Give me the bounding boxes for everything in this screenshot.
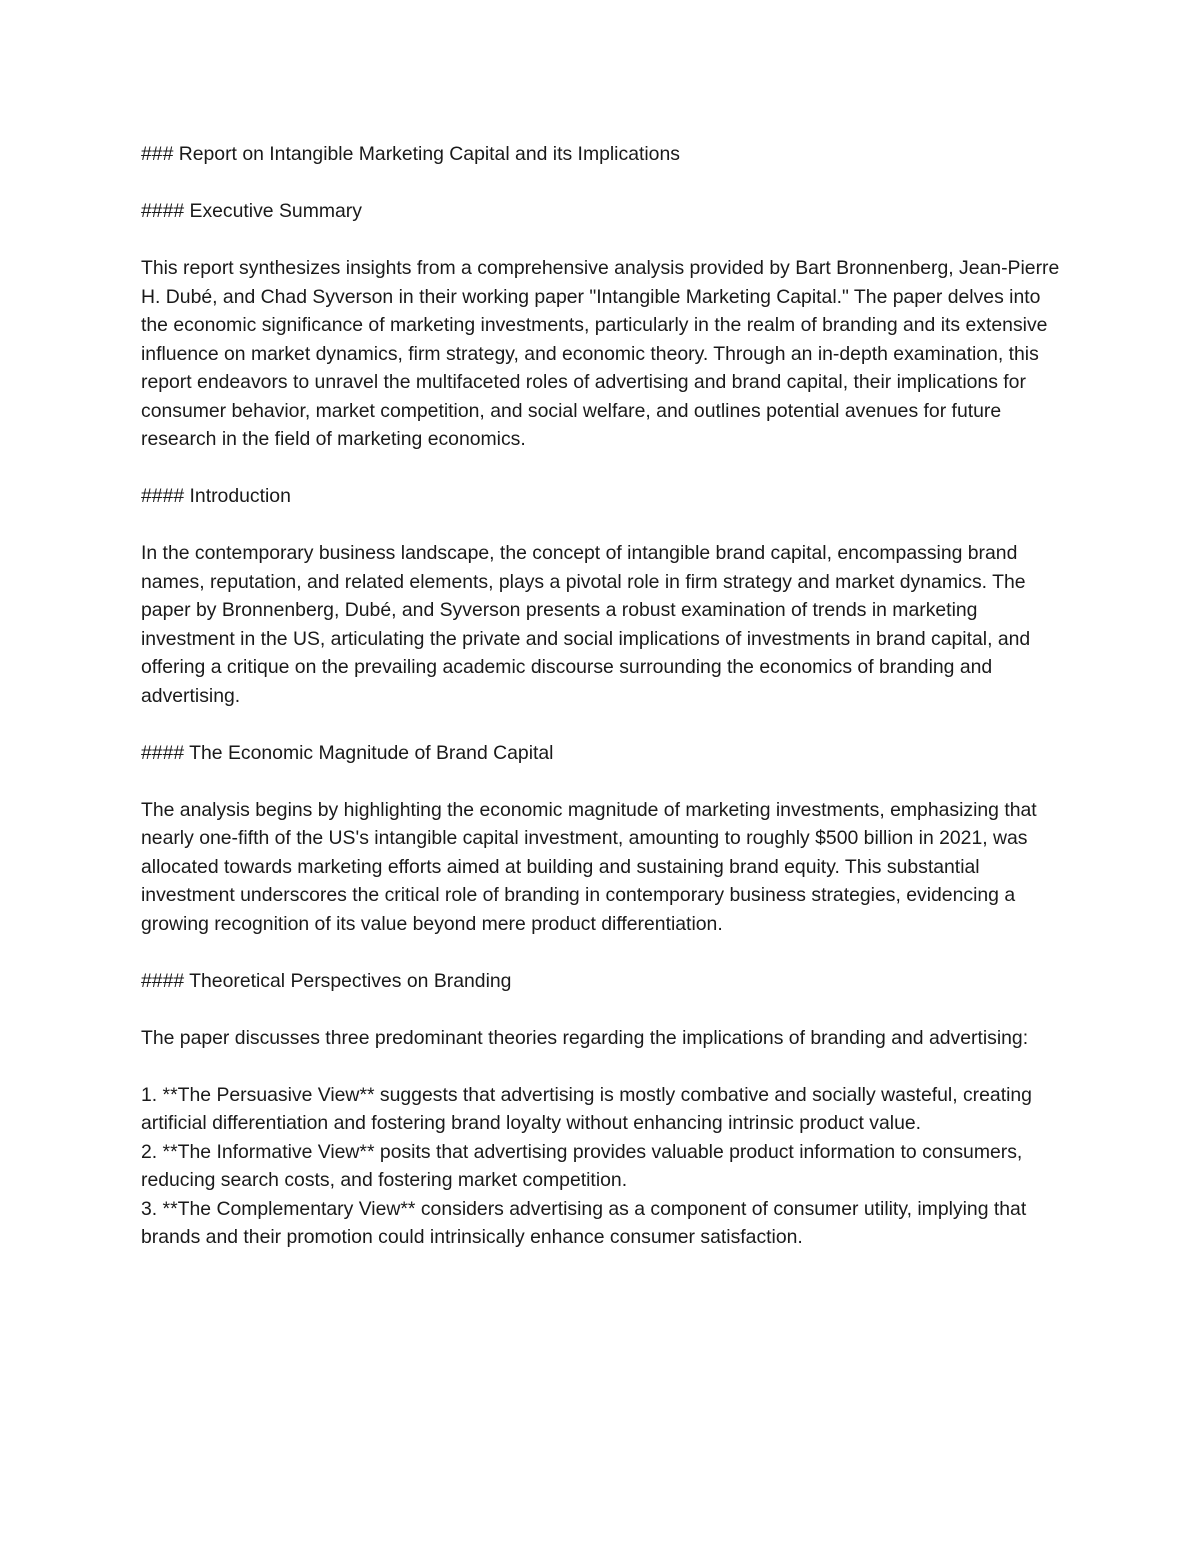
document-title: ### Report on Intangible Marketing Capital and its Implications — [141, 143, 680, 165]
list-item-complementary-view: 3. **The Complementary View** considers advertising as a component of consumer utility, implying that brands and their promotion could intrinsically enhance consumer satisfaction. — [141, 1197, 1027, 1248]
section-heading-theoretical-perspectives: #### Theoretical Perspectives on Branding — [141, 969, 512, 992]
theoretical-perspectives-intro: The paper discusses three predominant theories regarding the implications of branding and advertising: — [141, 1026, 1029, 1049]
document-body — [141, 140, 1066, 1252]
executive-summary-paragraph: This report synthesizes insights from a comprehensive analysis provided by Bart Bronnenberg, Jean-Pierre H. Dubé, and Chad Syverson in their working paper "Intangible Marketing Capital." The paper delves into the economic significance of marketing investments, particularly in the realm of branding and its extensive influence on market dynamics, firm strategy, and economic theory. Through an in-depth examination, this report endeavors to unravel the multifaceted roles of advertising and brand capital, their implications for consumer behavior, market competition, and social welfare, and outlines potential avenues for future research in the field of marketing economics. — [141, 257, 1060, 450]
introduction-paragraph: In the contemporary business landscape, the concept of intangible brand capital, encompassing brand names, reputation, and related elements, plays a pivotal role in firm strategy and market dynamics. The paper by Bronnenberg, Dubé, and Syverson presents a robust examination of trends in marketing investment in the US, articulating the private and social implications of investments in brand capital, and offering a critique on the prevailing academic discourse surrounding the economics of branding and advertising. — [141, 542, 1031, 707]
section-heading-executive-summary: #### Executive Summary — [141, 200, 362, 222]
section-heading-introduction: #### Introduction — [141, 485, 291, 507]
list-item-informative-view: 2. **The Informative View** posits that advertising provides valuable product information to consumers, reducing search costs, and fostering market competition. — [141, 1140, 1023, 1191]
list-item-persuasive-view: 1. **The Persuasive View** suggests that advertising is mostly combative and socially wasteful, creating artificial differentiation and fostering brand loyalty without enhancing intrinsic product value. — [141, 1083, 1032, 1134]
section-heading-economic-magnitude: #### The Economic Magnitude of Brand Capital — [141, 741, 554, 764]
economic-magnitude-paragraph: The analysis begins by highlighting the economic magnitude of marketing investments, emphasizing that nearly one-fifth of the US's intangible capital investment, amounting to roughly $500 billion in 2021, was allocated towards marketing efforts aimed at building and sustaining brand equity. This substantial investment underscores the critical role of branding in contemporary business strategies, evidencing a growing recognition of its value beyond mere product differentiation. — [141, 798, 1037, 935]
